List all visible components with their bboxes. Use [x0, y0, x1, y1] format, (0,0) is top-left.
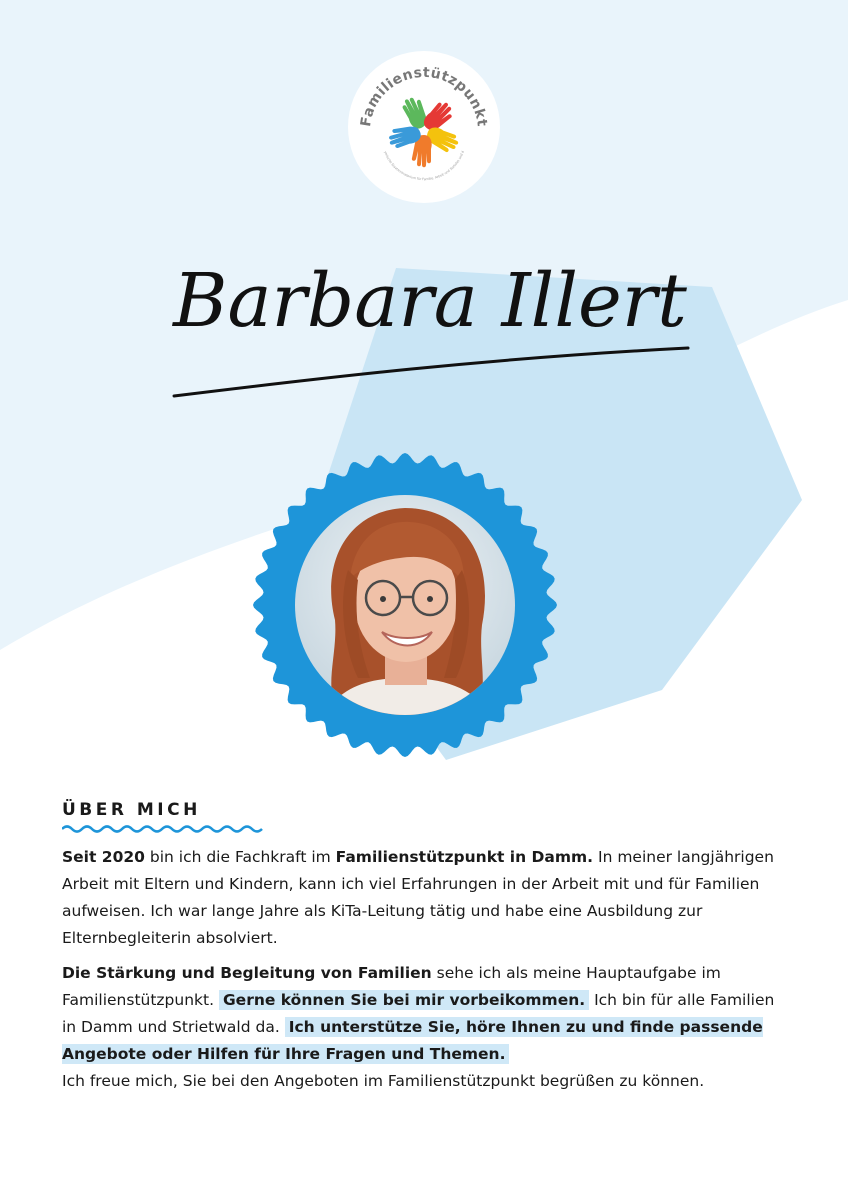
wave-underline: [62, 824, 264, 834]
text-bold: Seit 2020: [62, 848, 145, 866]
highlight-text: Gerne können Sie bei mir vorbeikommen.: [219, 990, 589, 1010]
about-section: [62, 800, 786, 1095]
text: Ich freue mich, Sie bei den Angeboten im Familienstützpunkt begrüßen zu können.: [62, 1072, 705, 1090]
text: In meiner langjährigen Arbeit mit Eltern und Kindern, kann ich viel Erfahrungen in der Arbeit mit und für Familien aufweisen. Ich war lange Jahre als KiTa-Leitung tätig und habe eine Ausbildung zur Elternbegleiterin absolviert.: [62, 848, 774, 947]
highlight-text: Ich unterstütze Sie, höre Ihnen zu und finde passende Angebote oder Hilfen für Ihre Fragen und Themen.: [62, 1018, 763, 1063]
about-paragraph-2: [62, 960, 786, 1095]
about-paragraph-1: [62, 844, 786, 952]
portrait-badge: [250, 450, 560, 760]
hands-icon: [386, 94, 461, 168]
signature-underline: [174, 348, 688, 396]
text: sehe ich als meine Hauptaufgabe im Familienstützpunkt.: [62, 964, 721, 1009]
logo-subtitle: yerische Staatsministerium für Familie, Arbeit und Soziales und d: [383, 150, 465, 182]
logo-text: Familienstützpunkt: [358, 64, 490, 128]
about-heading: ÜBER MICH: [62, 800, 201, 820]
text-bold: Die Stärkung und Begleitung von Familien: [62, 964, 432, 982]
person-name: Barbara Illert: [173, 258, 687, 344]
familienstuetzpunkt-logo: [348, 51, 500, 203]
portrait-svg: [250, 450, 560, 760]
text-bold: Familienstützpunkt in Damm.: [335, 848, 594, 866]
name-signature: [160, 228, 700, 408]
text: bin ich die Fachkraft im: [144, 848, 336, 866]
text: Ich bin für alle Familien in Damm und Strietwald da.: [62, 991, 775, 1036]
